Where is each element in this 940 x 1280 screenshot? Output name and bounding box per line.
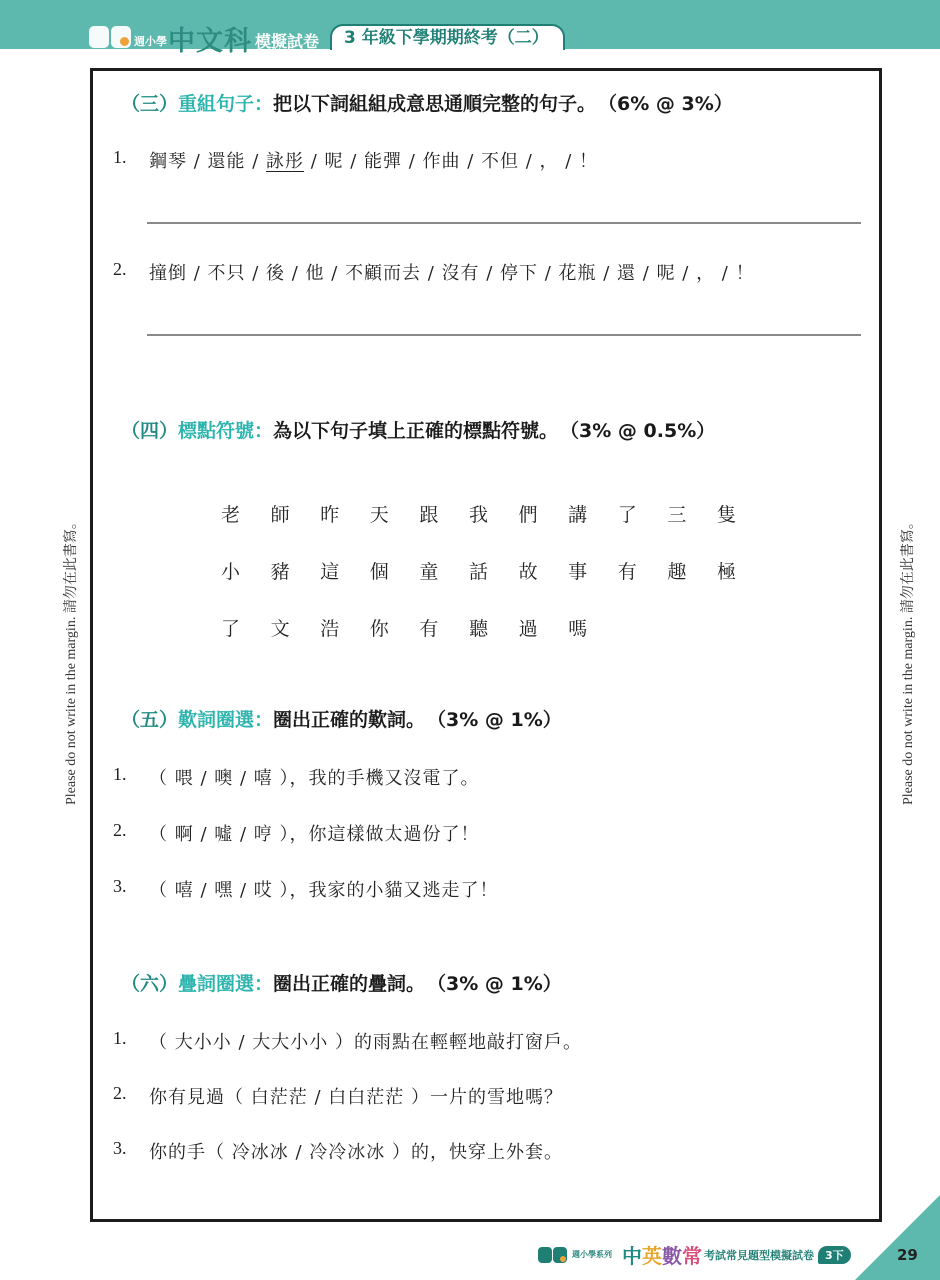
grid-char: 你 (369, 618, 389, 640)
grid-char: 趣 (667, 561, 687, 583)
exam-title-badge: 3 年級下學期期終考（二） (330, 24, 565, 50)
logo-block-6 (553, 1247, 567, 1263)
grid-row-3 (221, 599, 767, 656)
pencil-icon (560, 1256, 566, 1262)
question-text-part: 鋼琴 / 還能 / (149, 151, 267, 172)
grid-char: 極 (716, 561, 736, 583)
margin-note-right: Please do not write in the margin. 請勿在此書寫。 (901, 515, 916, 805)
grid-char: 跟 (419, 504, 439, 526)
grid-char: 事 (568, 561, 588, 583)
subject-title: 中文科 (168, 26, 252, 57)
series-name: 週小學系列 (572, 1250, 612, 1259)
section-number: （五） (121, 709, 179, 731)
grid-char: 這 (320, 561, 340, 583)
grid-char: 話 (468, 561, 488, 583)
subject-general-studies: 常 (682, 1244, 702, 1268)
answer-line-2[interactable] (147, 334, 861, 336)
grid-char: 三 (667, 504, 687, 526)
grid-char: 豬 (270, 561, 290, 583)
grid-char: 老 (221, 504, 241, 526)
page-number: 29 (897, 1246, 918, 1264)
series-logo (89, 22, 133, 48)
question-number: 3. (113, 1138, 127, 1158)
question-text (149, 147, 598, 173)
grid-char: 隻 (716, 504, 736, 526)
question-text[interactable]: （ 大小小 / 大大小小 ）的雨點在輕輕地敲打窗戶。 (149, 1032, 582, 1053)
question-5-2[interactable] (113, 820, 479, 846)
section-score: （6% @ 3%） (598, 93, 733, 115)
grid-char: 昨 (320, 504, 340, 526)
section-number: （四） (121, 420, 179, 442)
section-score: （3% @ 1%） (427, 973, 562, 995)
grid-char: 故 (518, 561, 538, 583)
logo-block-2 (538, 1247, 552, 1263)
margin-note-left: Please do not write in the margin. 請勿在此書寫。 (64, 515, 79, 805)
grid-char: 師 (270, 504, 290, 526)
grid-char: 講 (568, 504, 588, 526)
grid-char: 了 (617, 504, 637, 526)
question-6-3[interactable] (113, 1138, 563, 1164)
punctuation-grid[interactable] (221, 485, 767, 656)
grid-char: 文 (270, 618, 290, 640)
question-text[interactable]: 你有見過（ 白茫茫 / 白白茫茫 ）一片的雪地嗎？ (149, 1087, 563, 1108)
question-number: 1. (113, 764, 127, 784)
question-number: 2. (113, 1083, 127, 1103)
question-text[interactable]: 你的手（ 冷冰冰 / 冷冷冰冰 ）的，快穿上外套。 (149, 1142, 563, 1163)
logo-block-2 (89, 26, 109, 48)
question-3-1 (113, 147, 598, 173)
question-text[interactable]: （ 喂 / 噢 / 嘻 ），我的手機又沒電了。 (149, 768, 480, 789)
section-instruction: 把以下詞組組成意思通順完整的句子。 (273, 93, 597, 115)
grid-char: 有 (617, 561, 637, 583)
section-heading-5 (121, 705, 562, 732)
question-text[interactable]: （ 啊 / 噓 / 哼 ），你這樣做太過份了！ (149, 824, 480, 845)
pencil-icon (120, 37, 129, 46)
grid-row-1 (221, 485, 767, 542)
footer-branding (538, 1240, 851, 1269)
section-number: （三） (121, 93, 179, 115)
grid-char: 有 (419, 618, 439, 640)
section-title: 重組句子： (178, 93, 274, 115)
grid-row-2 (221, 542, 767, 599)
footer-logo (538, 1247, 568, 1263)
section-score: （3% @ 0.5%） (560, 420, 716, 442)
question-3-2 (113, 259, 755, 285)
grade-badge: 3下 (818, 1246, 851, 1264)
question-6-2[interactable] (113, 1083, 563, 1109)
question-number: 1. (113, 1028, 127, 1048)
grid-char: 了 (221, 618, 241, 640)
section-instruction: 為以下句子填上正確的標點符號。 (273, 420, 559, 442)
grid-char: 過 (518, 618, 538, 640)
question-6-1[interactable] (113, 1028, 582, 1054)
grid-char: 個 (369, 561, 389, 583)
section-heading-6 (121, 969, 562, 996)
question-number: 2. (113, 259, 127, 279)
grid-char: 童 (419, 561, 439, 583)
question-text-part: / 呢 / 能彈 / 作曲 / 不但 / ， / ！ (304, 151, 599, 172)
logo-block-6 (111, 26, 131, 48)
subject-math: 數 (662, 1244, 682, 1268)
answer-line-1[interactable] (147, 222, 861, 224)
section-score: （3% @ 1%） (427, 709, 562, 731)
subject-chinese: 中 (622, 1244, 642, 1268)
section-number: （六） (121, 973, 179, 995)
grid-char: 小 (221, 561, 241, 583)
section-heading-4 (121, 416, 715, 443)
subject-english: 英 (642, 1244, 662, 1268)
question-number: 2. (113, 820, 127, 840)
section-title: 標點符號： (178, 420, 274, 442)
question-text: 撞倒 / 不只 / 後 / 他 / 不顧而去 / 沒有 / 停下 / 花瓶 / 還 / 呢 / ， / ！ (149, 263, 755, 284)
grid-char: 們 (518, 504, 538, 526)
question-5-1[interactable] (113, 764, 479, 790)
section-title: 疊詞圈選： (178, 973, 274, 995)
logo-subtitle: 週小學 (134, 35, 167, 48)
section-heading-3 (121, 89, 733, 116)
grid-char: 我 (468, 504, 488, 526)
section-instruction: 圈出正確的疊詞。 (273, 973, 426, 995)
question-text[interactable]: （ 嘻 / 嘿 / 哎 ），我家的小貓又逃走了！ (149, 880, 499, 901)
section-title: 歎詞圈選： (178, 709, 274, 731)
question-number: 3. (113, 876, 127, 896)
grid-char: 嗎 (568, 618, 588, 640)
section-instruction: 圈出正確的歎詞。 (273, 709, 426, 731)
mock-paper-label: 模擬試卷 (255, 32, 320, 51)
question-number: 1. (113, 147, 127, 167)
question-5-3[interactable] (113, 876, 498, 902)
grid-char: 天 (369, 504, 389, 526)
grid-char: 聽 (468, 618, 488, 640)
question-box (90, 68, 882, 1222)
grid-char: 浩 (320, 618, 340, 640)
underlined-name: 詠彤 (266, 151, 305, 172)
footer-subtitle: 考試常見題型模擬試卷 (704, 1248, 814, 1262)
